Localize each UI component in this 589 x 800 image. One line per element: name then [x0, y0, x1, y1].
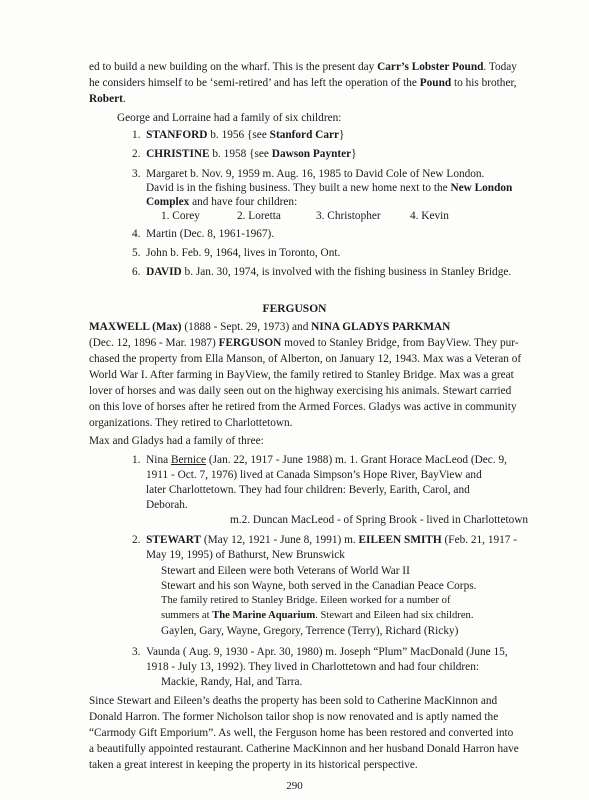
ferguson-child-1: 1. Nina Bernice (Jan. 22, 1917 - June 1988) m. 1. Grant Horace MacLeod (Dec. 9,: [132, 454, 507, 466]
ferguson-child-3: 3. Vaunda ( Aug. 9, 1930 - Apr. 30, 1980) m. Joseph “Plum” MacDonald (June 15,: [132, 646, 508, 658]
ferguson-child-2-line-3: Stewart and Eileen were both Veterans of World War II: [161, 565, 410, 577]
ferguson-child-3-line-2: 1918 - July 13, 1992). They lived in Charlottetown and had four children:: [146, 661, 479, 673]
closing-para-line-3: “Carmody Gift Emporium”. As well, the Ferguson home has been restored and converted into: [89, 727, 514, 739]
grandchild-2: 2. Loretta: [237, 210, 281, 222]
ferguson-child-1-line-4: Deborah.: [146, 499, 188, 511]
grandchild-1: 1. Corey: [161, 210, 200, 222]
ferguson-child-2-line-7: Gaylen, Gary, Wayne, Gregory, Terrence (Terry), Richard (Ricky): [161, 625, 459, 637]
closing-para-line-1: Since Stewart and Eileen’s deaths the property has been sold to Catherine MacKinnon and: [89, 695, 498, 707]
closing-para-line-4: a beautifully appointed restaurant. Catherine MacKinnon and her husband Donald Harron have: [89, 743, 519, 755]
grandchild-3: 3. Christopher: [316, 210, 381, 222]
closing-para-line-5: taken a great interest in keeping the property in its historical perspective.: [89, 759, 418, 771]
intro-line-2: he considers himself to be ‘semi-retired’ and has left the operation of the Pound to his brother,: [89, 77, 517, 89]
carr-child-3-line-3: Complex and have four children:: [146, 196, 298, 208]
carr-family-lead: George and Lorraine had a family of six children:: [117, 112, 342, 124]
ferguson-child-2-line-6: summers at The Marine Aquarium. Stewart and Eileen had six children.: [161, 610, 474, 621]
ferguson-child-2-line-2: May 19, 1995) of Bathurst, New Brunswick: [146, 549, 345, 561]
ferguson-child-2-line-4: Stewart and his son Wayne, both served in the Canadian Peace Corps.: [161, 580, 477, 592]
carr-child-6: 6. DAVID b. Jan. 30, 1974, is involved with the fishing business in Stanley Bridge.: [132, 266, 512, 278]
ferguson-para-line-7: organizations. They retired to Charlottetown.: [89, 417, 293, 429]
ferguson-para-line-2: (Dec. 12, 1896 - Mar. 1987) FERGUSON moved to Stanley Bridge, from BayView. They pur-: [89, 337, 519, 349]
carr-child-2: 2. CHRISTINE b. 1958 {see Dawson Paynter}: [132, 148, 357, 160]
section-heading-ferguson: FERGUSON: [262, 303, 327, 315]
ferguson-child-1-line-5: m.2. Duncan MacLeod - of Spring Brook - lived in Charlottetown: [230, 514, 529, 526]
ferguson-para-line-1: MAXWELL (Max) (1888 - Sept. 29, 1973) and NINA GLADYS PARKMAN: [89, 321, 451, 333]
ferguson-para-line-4: World War I. After farming in BayView, the family retired to Stanley Bridge. Max was a great: [89, 369, 514, 381]
ferguson-child-1-line-2: 1911 - Oct. 7, 1976) lived at Canada Simpson’s Hope River, BayView and: [146, 469, 482, 481]
ferguson-child-2: 2. STEWART (May 12, 1921 - June 8, 1991) m. EILEEN SMITH (Feb. 21, 1917 -: [132, 534, 518, 546]
carr-child-5: 5. John b. Feb. 9, 1964, lives in Toronto, Ont.: [132, 247, 341, 259]
intro-line-1: ed to build a new building on the wharf. This is the present day Carr’s Lobster Pound. Today: [89, 61, 517, 73]
carr-child-1: 1. STANFORD b. 1956 {see Stanford Carr}: [132, 129, 345, 141]
grandchild-4: 4. Kevin: [410, 210, 449, 222]
ferguson-child-3-line-3: Mackie, Randy, Hal, and Tarra.: [161, 676, 303, 688]
ferguson-child-1-line-3: later Charlottetown. They had four children: Beverly, Earith, Carol, and: [146, 484, 470, 496]
ferguson-para-line-5: lover of horses and was daily seen out on the highway exercising his animals. Stewart carried: [89, 385, 512, 397]
carr-child-3: 3. Margaret b. Nov. 9, 1959 m. Aug. 16, 1985 to David Cole of New London.: [132, 168, 485, 180]
closing-para-line-2: Donald Harron. The former Nicholson tailor shop is now renovated and is aptly named the: [89, 711, 499, 723]
ferguson-family-lead: Max and Gladys had a family of three:: [89, 435, 264, 447]
intro-line-3: Robert.: [89, 93, 126, 105]
carr-child-4: 4. Martin (Dec. 8, 1961-1967).: [132, 228, 275, 240]
page-number: 290: [286, 780, 303, 792]
carr-child-3-line-2: David is in the fishing business. They built a new home next to the New London: [146, 182, 513, 194]
ferguson-child-2-line-5: The family retired to Stanley Bridge. Eileen worked for a number of: [161, 595, 451, 606]
ferguson-para-line-6: on this love of horses after he retired from the Armed Forces. Gladys was active in community: [89, 401, 517, 413]
ferguson-para-line-3: chased the property from Ella Manson, of Alberton, on January 12, 1943. Max was a Veteran of: [89, 353, 522, 365]
